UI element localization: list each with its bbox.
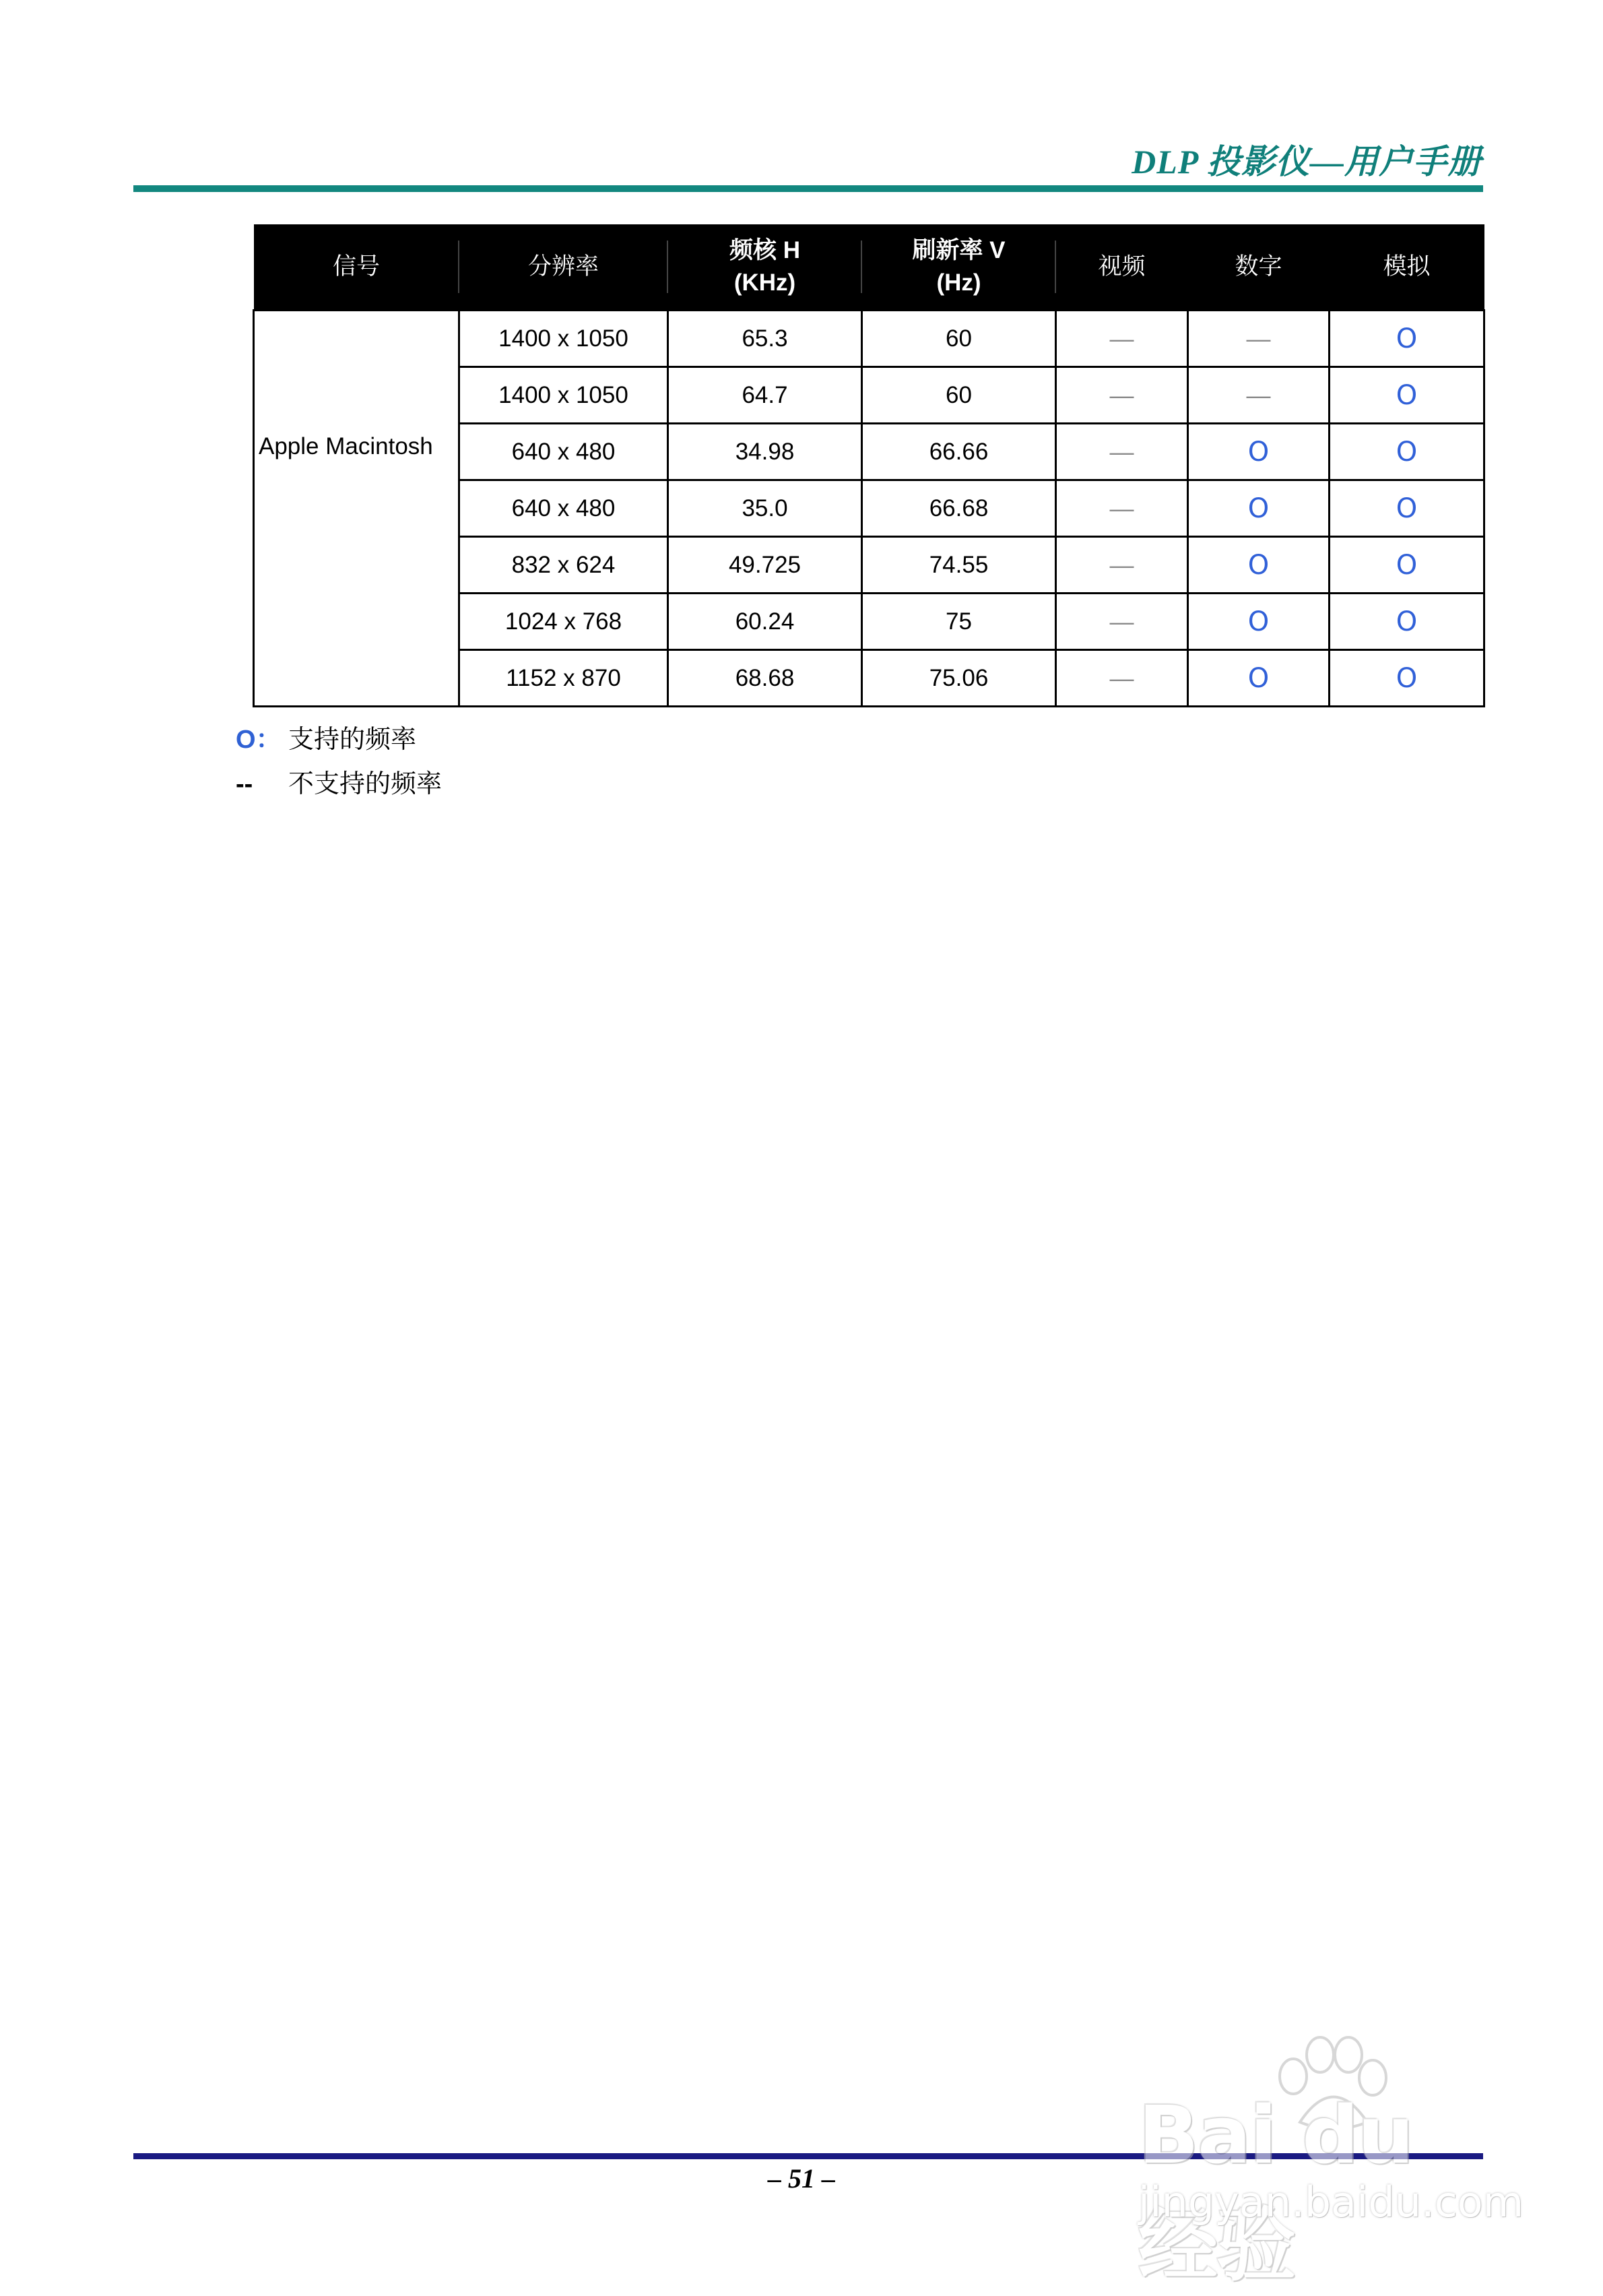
- resolution-cell: 1024 x 768: [459, 594, 668, 650]
- h-frequency-cell: 64.7: [668, 367, 862, 424]
- watermark-brand: Bai du 经验: [1138, 2088, 1413, 2292]
- h-frequency-cell: 68.68: [668, 650, 862, 707]
- watermark-url: jingyan.baidu.com: [1138, 2177, 1524, 2227]
- legend-unsupported-text: 不支持的频率: [288, 769, 443, 798]
- analog-support-cell: O: [1330, 367, 1484, 424]
- resolution-cell: 1400 x 1050: [459, 367, 668, 424]
- header-v-refresh: [862, 224, 1056, 311]
- table-row: [254, 424, 1484, 480]
- h-frequency-cell: 65.3: [668, 311, 862, 367]
- analog-support-cell: O: [1330, 311, 1484, 367]
- legend-unsupported: [236, 767, 442, 801]
- header-analog: 模拟: [1330, 224, 1484, 311]
- baidu-jingyan-watermark: [1138, 2035, 1524, 2292]
- header-h-frequency: [668, 224, 862, 311]
- header-rule: [133, 185, 1483, 192]
- video-support-cell: —: [1056, 367, 1188, 424]
- signal-cell-empty: [254, 311, 459, 424]
- resolution-cell: 1400 x 1050: [459, 311, 668, 367]
- digital-support-cell: O: [1188, 594, 1330, 650]
- digital-support-cell: O: [1188, 424, 1330, 480]
- header-h-frequency-line1: 频核 H: [729, 237, 800, 263]
- h-frequency-cell: 60.24: [668, 594, 862, 650]
- table-row: [254, 311, 1484, 367]
- page-number: – 51 –: [768, 2163, 835, 2194]
- legend-supported: [236, 722, 416, 757]
- legend-separator: ：: [255, 726, 282, 754]
- legend-supported-text: 支持的频率: [288, 724, 417, 754]
- h-frequency-cell: 49.725: [668, 537, 862, 594]
- signal-compatibility-table: [253, 224, 1485, 707]
- video-support-cell: —: [1056, 424, 1188, 480]
- v-refresh-cell: 74.55: [862, 537, 1056, 594]
- v-refresh-cell: 75: [862, 594, 1056, 650]
- header-v-refresh-line2: (Hz): [936, 269, 981, 296]
- v-refresh-cell: 66.68: [862, 480, 1056, 537]
- resolution-cell: 640 x 480: [459, 424, 668, 480]
- resolution-cell: 832 x 624: [459, 537, 668, 594]
- digital-support-cell: O: [1188, 480, 1330, 537]
- analog-support-cell: O: [1330, 594, 1484, 650]
- video-support-cell: —: [1056, 650, 1188, 707]
- video-support-cell: —: [1056, 537, 1188, 594]
- video-support-cell: —: [1056, 311, 1188, 367]
- video-support-cell: —: [1056, 594, 1188, 650]
- analog-support-cell: O: [1330, 650, 1484, 707]
- header-signal: 信号: [254, 224, 459, 311]
- digital-support-cell: —: [1188, 311, 1330, 367]
- legend-unsupported-key: --: [236, 770, 253, 798]
- digital-support-cell: —: [1188, 367, 1330, 424]
- header-resolution: 分辨率: [459, 224, 668, 311]
- resolution-cell: 1152 x 870: [459, 650, 668, 707]
- page-header-title: DLP 投影仪—用户手册: [1132, 143, 1482, 181]
- v-refresh-cell: 60: [862, 311, 1056, 367]
- analog-support-cell: O: [1330, 424, 1484, 480]
- h-frequency-cell: 35.0: [668, 480, 862, 537]
- v-refresh-cell: 60: [862, 367, 1056, 424]
- digital-support-cell: O: [1188, 650, 1330, 707]
- resolution-cell: 640 x 480: [459, 480, 668, 537]
- digital-support-cell: O: [1188, 537, 1330, 594]
- h-frequency-cell: 34.98: [668, 424, 862, 480]
- header-digital: 数字: [1188, 224, 1330, 311]
- header-v-refresh-line1: 刷新率 V: [912, 237, 1006, 263]
- header-video: 视频: [1056, 224, 1188, 311]
- header-h-frequency-line2: (KHz): [733, 269, 796, 296]
- table-header-row: [254, 224, 1484, 311]
- analog-support-cell: O: [1330, 480, 1484, 537]
- v-refresh-cell: 66.66: [862, 424, 1056, 480]
- video-support-cell: —: [1056, 480, 1188, 537]
- analog-support-cell: O: [1330, 537, 1484, 594]
- v-refresh-cell: 75.06: [862, 650, 1056, 707]
- legend-supported-key: O：: [236, 726, 282, 754]
- signal-cell-apple-macintosh: Apple Macintosh: [254, 424, 459, 707]
